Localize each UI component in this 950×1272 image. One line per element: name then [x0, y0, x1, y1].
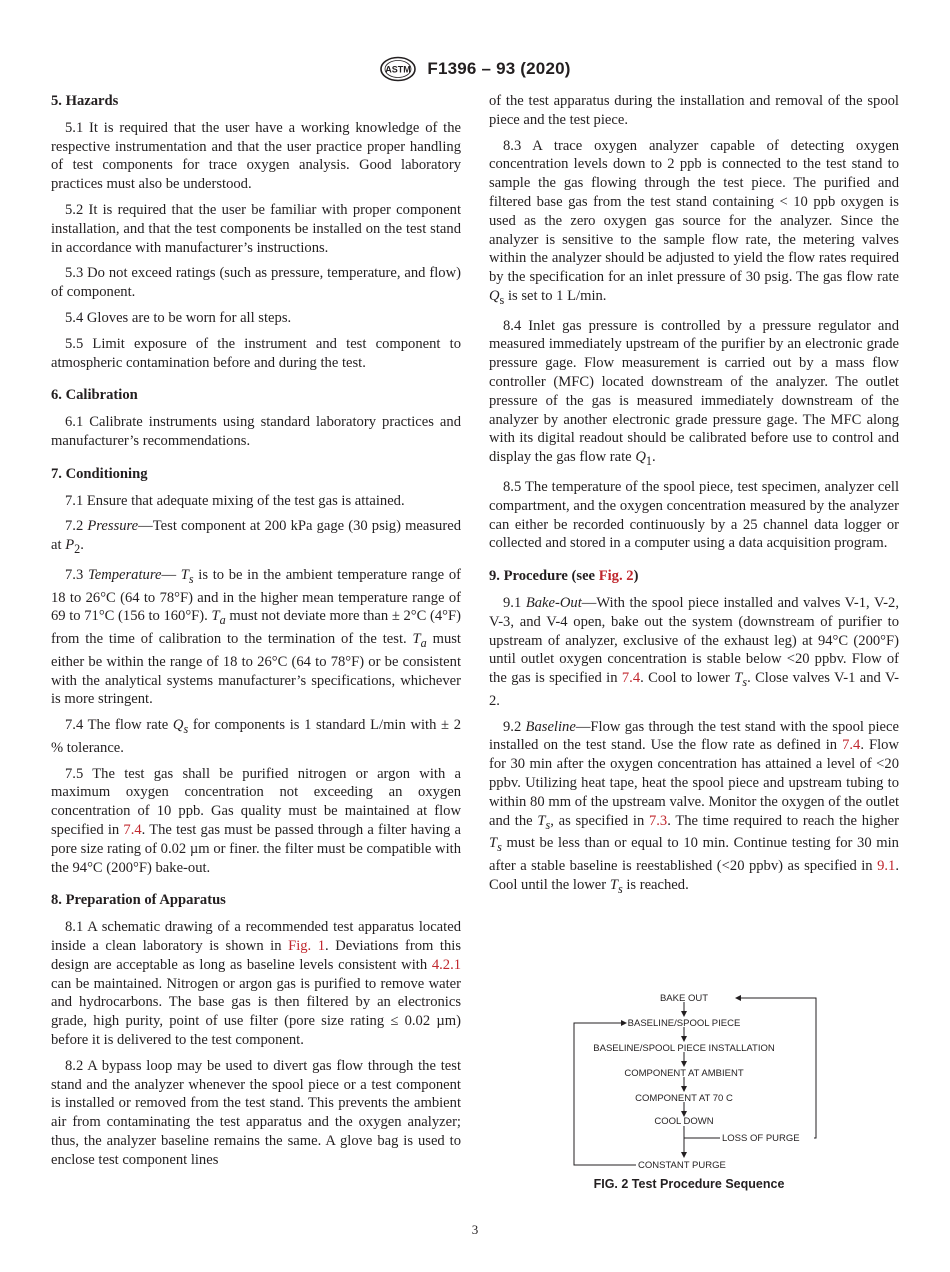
para-8-2-continued: of the test apparatus during the installation and removal of the spool piece and the test piece. [489, 93, 899, 128]
para-8-1: 8.1 A schematic drawing of a recommended test apparatus located inside a clean laboratory is shown in Fig. 1. Deviations from this design are acceptable as long as baseline levels consistent with 4.2.1 can be maintained. Nitrogen or argon gas is purified to remove water and hydrocarbons. The base gas is then filtered by an electronics grade, high purity, point of use filter (pore size rating ≤ 0.02 µm) before it is delivered to the test component. [51, 919, 462, 1048]
para-7-1: 7.1 Ensure that adequate mixing of the test gas is attained. [65, 492, 405, 509]
xref-4-2-1-link[interactable]: 4.2.1 [431, 956, 462, 973]
step-cool-down: COOL DOWN [654, 1116, 714, 1127]
para-8-2: 8.2 A bypass loop may be used to divert gas flow through the test stand and the analyzer whenever the spool piece or a test component is installed or removed from the test stand. This prevents the ambient air from contaminating the test apparatus and the oxygen analyzer; thus, the analyzer baseline remains the same. A glove bag is used to enclose test component lines [51, 1057, 461, 1168]
para-6-1: 6.1 Calibrate instruments using standard laboratory practices and manufacturer’s recommendations. [51, 414, 461, 449]
step-loss-of-purge: LOSS OF PURGE [722, 1133, 800, 1144]
xref-9-1-link[interactable]: 9.1 [877, 858, 896, 875]
para-5-5: 5.5 Limit exposure of the instrument and test component to atmospheric contamination before and during the test. [51, 335, 461, 371]
procedure-flowchart [560, 990, 860, 1170]
para-8-3: 8.3 A trace oxygen analyzer capable of detecting oxygen concentration levels down to 2 ppb is connected to the test stand to sample the gas flowing through the test piece. The purified and filtered base gas from the test stand containing < 10 ppb oxygen is used as the zero oxygen gas source for the analyzer. Since the analyzer is sensitive to the sample flow rate, the metering valves within the analyzer should be adjusted to yield the flow rates required by the specification for an inlet pressure of 30 psig. The gas flow rate $Q_s$ is set to 1 L/min. [489, 137, 899, 307]
step-component-70c: COMPONENT AT 70 C [635, 1093, 733, 1104]
xref-7-4-link[interactable]: 7.4 [123, 822, 142, 839]
xref-7-4-link-2[interactable]: 7.4 [621, 670, 641, 687]
section-9-heading: 9. Procedure (see Fig. 2) [489, 568, 639, 585]
xref-7-3-link[interactable]: 7.3 [648, 812, 668, 829]
loss-of-purge-loop [736, 998, 816, 1138]
astm-logo-icon [379, 56, 417, 82]
para-5-2: 5.2 It is required that the user be familiar with proper component installation, and that the test components be installed on the test stand in accordance with manufacturer’s instructions. [51, 201, 461, 256]
section-5-heading: 5. Hazards [51, 93, 119, 109]
section-6-heading: 6. Calibration [51, 387, 138, 404]
para-5-1: 5.1 It is required that the user have a working knowledge of the respective instrumentation and that the user practice proper handling of test components for trace oxygen analysis. Good laboratory practices must also be understood. [51, 119, 461, 193]
para-9-2: 9.2 Baseline—Flow gas through the test stand with the spool piece installed on the test stand. Use the flow rate as defined in 7.4. Flow for 30 min after the oxygen concentration has attained a level of <20 ppbv. Utilizing heat tape, heat the spool piece and upstream tubing to within 80 mm of the upstream valve. Monitor the oxygen of the outlet and the $T_s$, as specified in 7.3. The time required to reach the higher $T_s$ must be less than or equal to 10 min. Continue testing for 30 min after a stable baseline is reestablished (<20 ppbv) as specified in 9.1. Cool until the lower $T_s$ is reached. [489, 718, 899, 896]
para-8-5: 8.5 The temperature of the spool piece, test specimen, analyzer cell compartment, and the oxygen concentration measured by the analyzer can either be recorded continuously by a 25 channel data logger or collected and stored in a computer using a data acquisition program. [489, 478, 899, 552]
para-5-3: 5.3 Do not exceed ratings (such as pressure, temperature, and flow) of component. [51, 265, 461, 301]
para-5-4: 5.4 Gloves are to be worn for all steps. [65, 309, 292, 326]
step-bake-out: BAKE OUT [659, 993, 709, 1004]
para-7-4: 7.4 The flow rate $Q_s$ for components is 1 standard L/min with ± 2 % tolerance. [51, 717, 461, 756]
right-column [489, 92, 899, 906]
para-9-1: 9.1 Bake-Out—With the spool piece installed and valves V-1, V-2, V-3, and V-4 open, bake out the system (downstream of purifier to upstream of analyzer, exclusive of the exhaust leg) at 94°C (200°F) until outlet oxygen concentration is stable below <20 ppbv. Flow of the gas is specified in 7.4. Cool to lower $T_s$. Close valves V-1 and V-2. [489, 594, 900, 709]
para-7-3: 7.3 Temperature— $T_s$ is to be in the ambient temperature range of 18 to 26°C (64 to 78°F) and in the higher mean temperature range of 69 to 71°C (156 to 160°F). $T_a$ must not deviate more than ± 2°C (4°F) from the time of calibration to the termination of the test. $T_a$ must either be within the range of 18 to 26°C (64 to 78°F) or be consistent with the analytical systems manufacturer’s specifications, whichever is more stringent. [51, 566, 461, 708]
step-constant-purge: CONSTANT PURGE [638, 1160, 726, 1170]
xref-7-4-link-3[interactable]: 7.4 [842, 737, 861, 754]
xref-fig-1-link[interactable]: Fig. 1 [288, 938, 326, 955]
page-number: 3 [471, 1222, 479, 1237]
page-header [0, 56, 950, 82]
para-7-5: 7.5 The test gas shall be purified nitrogen or argon with a maximum oxygen concentration not exceeding an oxygen concentration of 10 ppb. Gas quality must be maintained at flow specified in 7.4. The test gas must be passed through a filter having a pore size rating of 0.02 µm or finer. the filter must be compatible with the 94°C (200°F) bake-out. [51, 765, 461, 876]
logo-text: ASTM [385, 64, 412, 75]
xref-fig-2-link[interactable]: Fig. 2 [598, 568, 634, 585]
section-8-heading: 8. Preparation of Apparatus [51, 892, 226, 909]
step-component-ambient: COMPONENT AT AMBIENT [624, 1068, 744, 1079]
step-baseline-spool: BASELINE/SPOOL PIECE [627, 1018, 741, 1029]
para-7-2: 7.2 Pressure—Test component at 200 kPa gage (30 psig) measured at $P_2$. [51, 518, 461, 557]
left-column [51, 92, 461, 1177]
document-designation: F1396 – 93 (2020) [427, 59, 571, 78]
step-baseline-installation: BASELINE/SPOOL PIECE INSTALLATION [593, 1043, 775, 1054]
para-8-4: 8.4 Inlet gas pressure is controlled by a pressure regulator and measured immediately upstream of the purifier by an electronic grade pressure gage. Flow measurement is carried out by a mass flow controller (MFC) located downstream of the analyzer. The outlet pressure of the gas is measured immediately downstream of the analyzer by another electronic grade pressure gage. The MFC along with its digital readout should be calibrated before use to control and display the gas flow rate $Q_1$. [489, 317, 899, 469]
figure-caption: FIG. 2 Test Procedure Sequence [593, 1177, 785, 1191]
section-7-heading: 7. Conditioning [51, 465, 148, 482]
